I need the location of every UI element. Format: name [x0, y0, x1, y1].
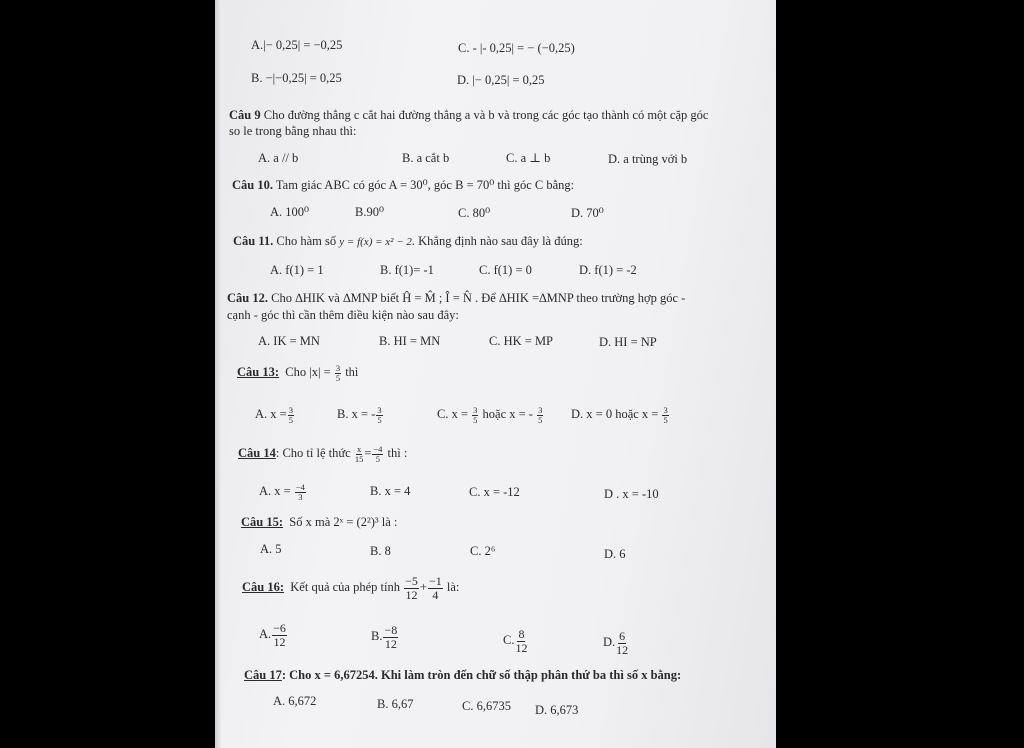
question-label: Câu 15: — [241, 515, 284, 529]
question-text-post: là: — [446, 580, 460, 594]
question-text: Cho đường thẳng c cắt hai đường thẳng a và b và trong các góc tạo thành có một cặp góc — [263, 108, 709, 122]
q12-option-c: C. HK = MP — [489, 334, 554, 348]
question-label: Câu 16: — [242, 580, 285, 594]
question-label: Câu 14 — [238, 446, 276, 460]
q11-option-a: A. f(1) = 1 — [270, 263, 324, 277]
question-text: Cho ∆HIK và ∆MNP biết Ĥ = M̂ ; Î = N̂ . Để ∆HIK =∆MNP theo trường hợp góc - — [271, 291, 686, 305]
q13-option-b: B. x = - $\frac{3}{5}$ — [337, 404, 382, 425]
q14-option-a: A. x = $\frac{-4}{3}$ — [259, 481, 305, 502]
q11-option-d: D. f(1) = -2 — [579, 263, 637, 277]
q14-option-c: C. x = -12 — [469, 485, 520, 499]
question-text: Cho |x| = — [285, 365, 331, 379]
top-option-b: B. −|−0,25| = 0,25 — [251, 71, 342, 85]
question-9 — [229, 108, 708, 122]
question-label: Câu 13: — [237, 365, 280, 379]
q14-option-d: D . x = -10 — [604, 487, 659, 501]
question-text-post: thì : — [387, 446, 408, 460]
q17-option-b: B. 6,67 — [377, 697, 414, 711]
q16-option-b: B. $\frac{-8}{12}$ — [371, 622, 398, 651]
fraction: $\frac{-1}{4}$ — [428, 573, 442, 602]
question-text: Cho hàm số — [276, 234, 337, 248]
q15-option-c: C. 2⁶ — [470, 544, 496, 558]
fraction: $\frac{3}{5}$ — [335, 362, 341, 383]
q9-option-c: C. a ⊥ b — [506, 151, 551, 165]
q10-option-a: A. 100⁰ — [270, 205, 310, 219]
q17-option-a: A. 6,672 — [273, 694, 317, 708]
question-11 — [233, 234, 583, 249]
question-text: : Cho tỉ lệ thức — [275, 446, 351, 460]
q13-option-c: C. x = $\frac{3}{5}$ hoặc x = - $\frac{3}{5}$ — [437, 404, 543, 425]
question-text-post: thì — [345, 365, 359, 379]
question-label: Câu 17 — [244, 668, 282, 682]
q10-option-b: B.90⁰ — [355, 205, 384, 219]
top-option-c: C. - |- 0,25| = − (−0,25) — [458, 41, 575, 55]
exam-paper — [215, 0, 776, 748]
q15-option-b: B. 8 — [370, 544, 391, 558]
question-10 — [232, 178, 574, 192]
top-option-d: D. |− 0,25| = 0,25 — [457, 73, 545, 87]
question-13 — [237, 361, 358, 383]
question-14: Câu 14: Cho tỉ lệ thức $\frac{x}{15}$ = $\frac{-4}{5}$ thì : — [238, 443, 408, 464]
q11-option-c: C. f(1) = 0 — [479, 263, 532, 277]
q13-option-d: D. x = 0 hoặc x = $\frac{3}{5}$ — [571, 404, 668, 425]
question-text: : Cho x = 6,67254. Khi làm tròn đến chữ số thập phân thứ ba thì số x bằng: — [281, 668, 682, 682]
question-text: Số x mà 2ˣ = (2²)³ là : — [289, 515, 398, 529]
question-text: Tam giác ABC có góc A = 30⁰, góc B = 70⁰ thì góc C bằng: — [275, 178, 575, 192]
question-12-line2: cạnh - góc thì cần thêm điều kiện nào sau đây: — [227, 308, 459, 322]
q12-option-d: D. HI = NP — [599, 335, 657, 349]
q16-option-c: C. $\frac{8}{12}$ — [503, 626, 528, 655]
question-15 — [241, 515, 397, 529]
q9-option-b: B. a cắt b — [402, 151, 450, 165]
q9-option-d: D. a trùng với b — [608, 152, 688, 166]
question-label: Câu 9 — [229, 108, 261, 122]
q17-option-c: C. 6,6735 — [462, 699, 511, 713]
fraction: $\frac{-5}{12}$ — [405, 573, 418, 602]
q12-option-a: A. IK = MN — [258, 334, 320, 348]
q12-option-b: B. HI = MN — [379, 334, 441, 348]
question-label: Câu 10. — [232, 178, 273, 192]
question-12 — [227, 291, 685, 305]
q16-option-a: A. $\frac{-6}{12}$ — [259, 620, 286, 649]
q9-option-a: A. a // b — [258, 151, 299, 165]
q14-option-b: B. x = 4 — [370, 484, 411, 498]
question-16: Câu 16: Kết quả của phép tính $\frac{-5}{12}$ + $\frac{-1}{4}$ là: — [242, 573, 460, 602]
top-option-a: A.|− 0,25| = −0,25 — [251, 38, 343, 52]
fraction: $\frac{-4}{5}$ — [373, 443, 383, 464]
q10-option-d: D. 70⁰ — [571, 206, 604, 220]
fraction: $\frac{x}{15}$ — [354, 443, 364, 464]
question-9-line2: so le trong bằng nhau thì: — [229, 124, 357, 138]
q15-option-a: A. 5 — [260, 542, 282, 556]
q13-option-a: A. x = $\frac{3}{5}$ — [255, 404, 293, 425]
q10-option-c: C. 80⁰ — [458, 206, 491, 220]
question-text: Kết quả của phép tính — [290, 580, 400, 594]
q15-option-d: D. 6 — [604, 547, 626, 561]
question-text-post: . Khẳng định nào sau đây là đúng: — [411, 234, 583, 248]
q17-option-d: D. 6,673 — [535, 703, 579, 717]
question-17 — [244, 668, 681, 682]
q11-option-b: B. f(1)= -1 — [380, 263, 434, 277]
q16-option-d: D. $\frac{6}{12}$ — [603, 628, 629, 657]
question-label: Câu 11. — [233, 234, 274, 248]
question-label: Câu 12. — [227, 291, 268, 305]
function-formula: y = f(x) = x² − 2 — [339, 236, 412, 248]
